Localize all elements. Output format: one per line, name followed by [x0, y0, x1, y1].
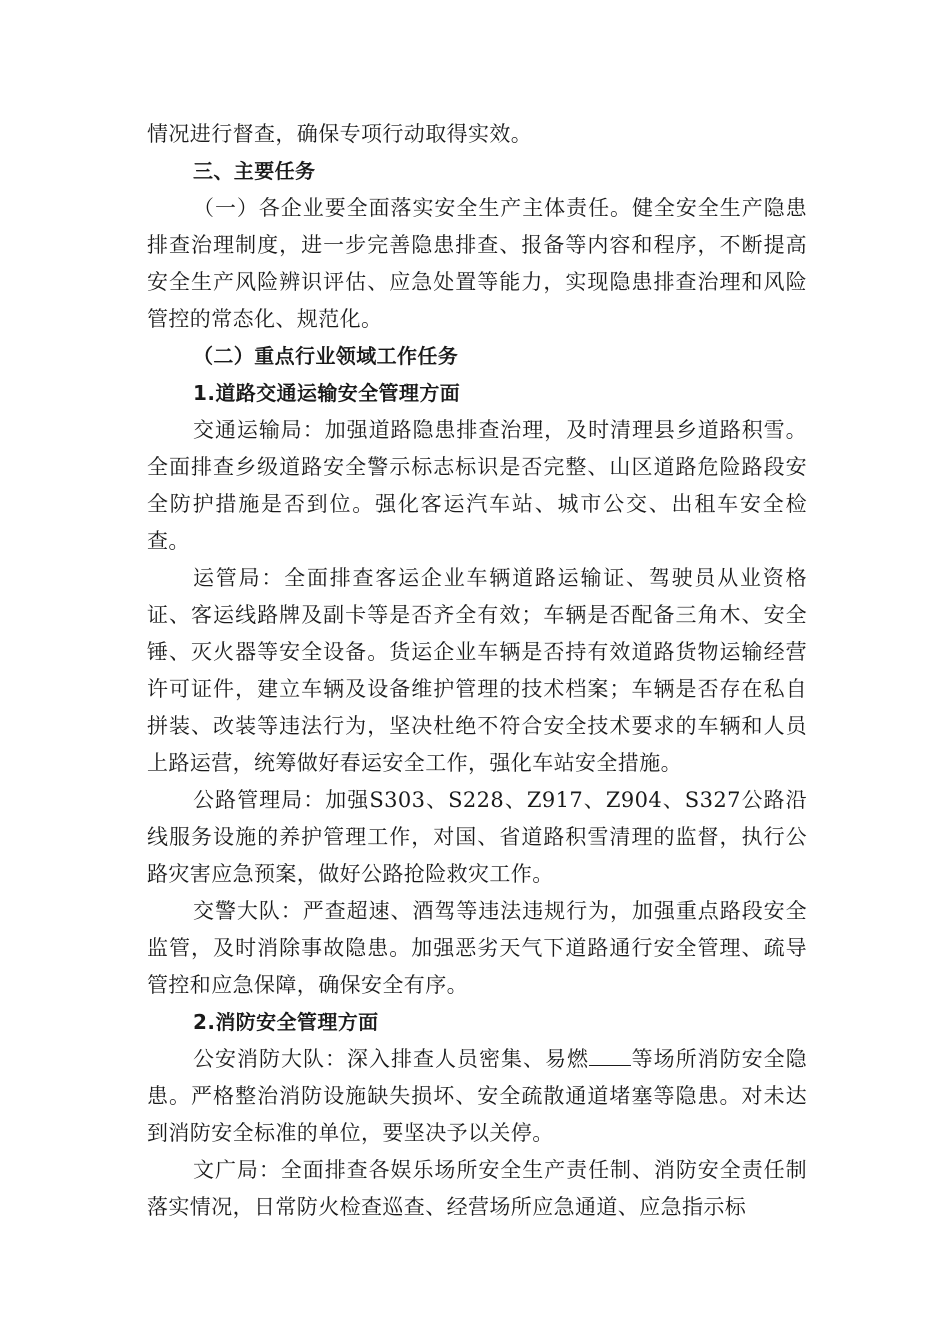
paragraph-transport-bureau: 交通运输局：加强道路隐患排查治理，及时清理县乡道路积雪。全面排查乡级道路安全警示标志标识是否完整、山区道路危险路段安全防护措施是否到位。强化客运汽车站、城市公交、出租车安全检查。	[147, 418, 807, 553]
fire-brigade-text-start: 公安消防大队：深入排查人员密集、易燃	[193, 1047, 589, 1071]
paragraph-culture-bureau: 文广局：全面排查各娱乐场所安全生产责任制、消防安全责任制落实情况，日常防火检查巡查、经营场所应急通道、应急指示标	[147, 1158, 807, 1219]
paragraph-fire-brigade	[147, 1041, 807, 1152]
document-body	[147, 116, 807, 1226]
heading-road-transport: 1.道路交通运输安全管理方面	[193, 381, 461, 405]
paragraph-continuation: 情况进行督查，确保专项行动取得实效。	[147, 122, 533, 146]
paragraph-enterprise-responsibility: （一）各企业要全面落实安全生产主体责任。健全安全生产隐患排查治理制度，进一步完善隐患排查、报备等内容和程序，不断提高安全生产风险辨识评估、应急处置等能力，实现隐患排查治理和风险管控的常态化、规范化。	[147, 196, 807, 331]
blank-underline	[589, 1047, 631, 1066]
paragraph-ops-bureau: 运管局：全面排查客运企业车辆道路运输证、驾驶员从业资格证、客运线路牌及副卡等是否齐全有效；车辆是否配备三角木、安全锤、灭火器等安全设备。货运企业车辆是否持有效道路货物运输经营许可证件，建立车辆及设备维护管理的技术档案；车辆是否存在私自拼装、改装等违法行为，坚决杜绝不符合安全技术要求的车辆和人员上路运营，统筹做好春运安全工作，强化车站安全措施。	[147, 566, 807, 775]
heading-main-tasks: 三、主要任务	[193, 159, 316, 183]
paragraph-traffic-police: 交警大队：严查超速、酒驾等违法违规行为，加强重点路段安全监管，及时消除事故隐患。加强恶劣天气下道路通行安全管理、疏导管控和应急保障，确保安全有序。	[147, 899, 807, 997]
paragraph-highway-bureau: 公路管理局：加强S303、S228、Z917、Z904、S327公路沿线服务设施的养护管理工作，对国、省道路积雪清理的监督，执行公路灾害应急预案，做好公路抢险救灾工作。	[147, 788, 807, 886]
fire-brigade-text-end: 等场所消防安全隐患。严格整治消防设施缺失损坏、安全疏散通道堵塞等隐患。对未达到消防安全标准的单位，要坚决予以关停。	[147, 1047, 807, 1145]
heading-fire-safety: 2.消防安全管理方面	[193, 1010, 379, 1034]
heading-key-sectors: （二）重点行业领域工作任务	[193, 344, 459, 368]
